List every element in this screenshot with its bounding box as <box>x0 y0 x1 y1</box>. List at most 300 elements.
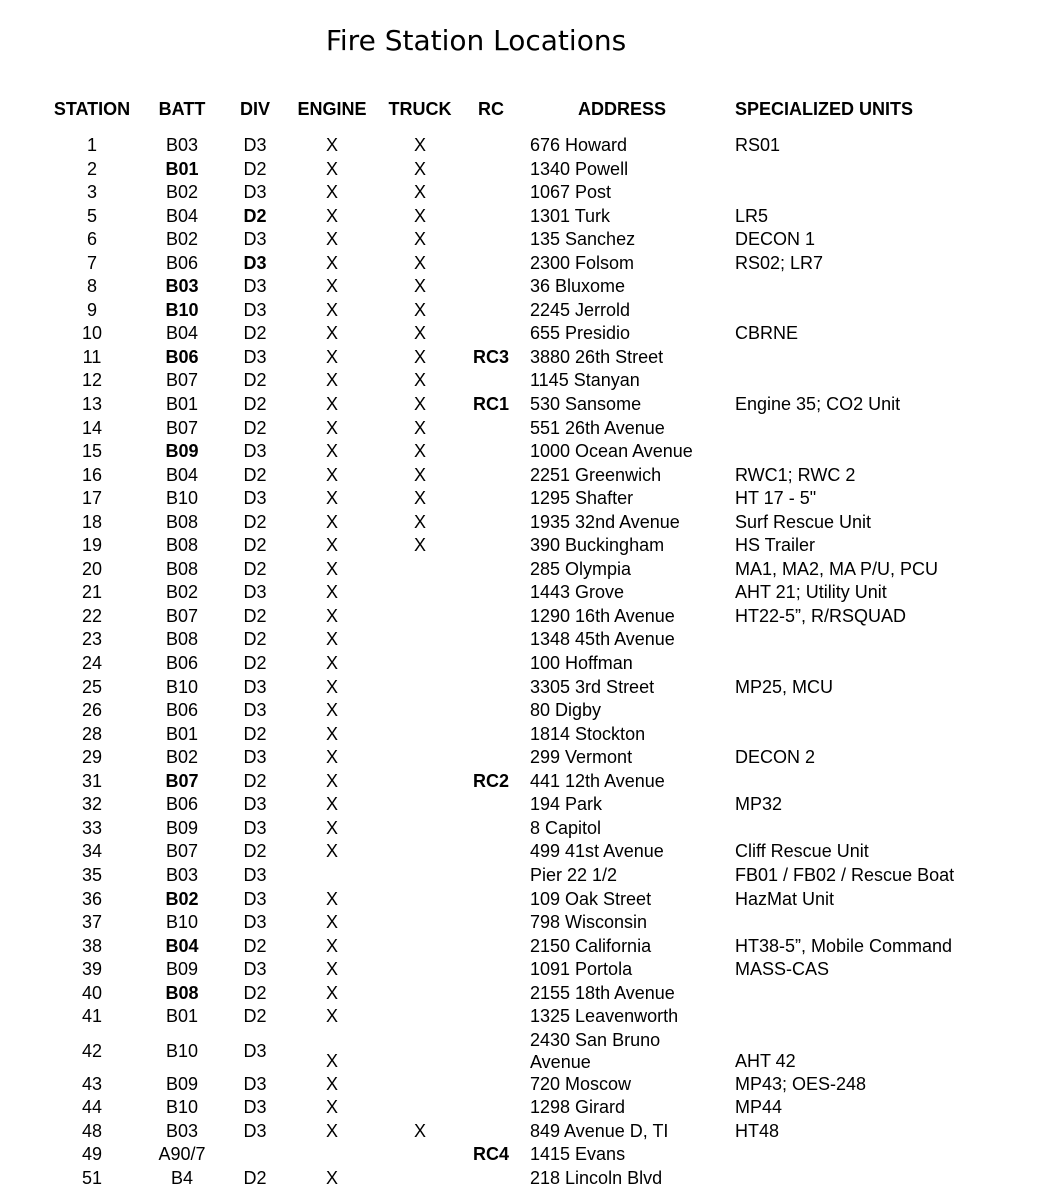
engine-mark: X <box>325 700 338 721</box>
specialized-units: FB01 / FB02 / Rescue Boat <box>735 864 955 885</box>
truck-mark: X <box>413 182 426 203</box>
battalion: B01 <box>165 394 199 415</box>
table-row <box>0 1005 1042 1029</box>
rc-code: RC3 <box>472 346 509 367</box>
battalion: B10 <box>165 912 199 933</box>
division: D2 <box>243 394 267 415</box>
truck-mark: X <box>413 441 426 462</box>
engine-mark: X <box>325 299 338 320</box>
table-row <box>0 487 1042 511</box>
table-row <box>0 958 1042 982</box>
table-row <box>0 393 1042 417</box>
specialized-units: HT38-5”, Mobile Command <box>735 935 953 956</box>
address: 1298 Girard <box>530 1097 626 1118</box>
battalion: B02 <box>165 229 199 250</box>
engine-mark: X <box>325 747 338 768</box>
table-row <box>0 864 1042 888</box>
battalion: B10 <box>165 1097 199 1118</box>
table-row <box>0 134 1042 158</box>
battalion: B08 <box>165 511 199 532</box>
battalion: B07 <box>165 370 199 391</box>
table-row <box>0 558 1042 582</box>
station-number: 36 <box>81 888 103 909</box>
table-row <box>0 1120 1042 1144</box>
engine-mark: X <box>325 676 338 697</box>
specialized-units: HT22-5”, R/RSQUAD <box>735 605 907 626</box>
address: 3880 26th Street <box>530 346 664 367</box>
station-number: 9 <box>86 299 97 320</box>
battalion: B10 <box>165 676 199 697</box>
battalion: B08 <box>165 558 199 579</box>
division: D2 <box>243 935 267 956</box>
division: D3 <box>243 346 267 367</box>
table-row <box>0 840 1042 864</box>
engine-mark: X <box>325 158 338 179</box>
engine-mark: X <box>325 582 338 603</box>
station-number: 21 <box>81 582 103 603</box>
engine-mark: X <box>325 323 338 344</box>
truck-mark: X <box>413 229 426 250</box>
address: 720 Moscow <box>530 1073 632 1094</box>
battalion: B10 <box>165 488 199 509</box>
address: 36 Bluxome <box>530 276 626 297</box>
station-number: 38 <box>81 935 103 956</box>
address: 3305 3rd Street <box>530 676 655 697</box>
station-number: 51 <box>81 1167 103 1188</box>
battalion: B03 <box>165 135 199 155</box>
table-row <box>0 699 1042 723</box>
specialized-units: DECON 1 <box>735 229 816 250</box>
address: 1301 Turk <box>530 205 611 226</box>
battalion: B01 <box>165 1006 199 1027</box>
header-truck: TRUCK <box>388 99 452 119</box>
station-number: 39 <box>81 959 103 980</box>
table-row <box>0 158 1042 182</box>
division: D2 <box>243 205 267 226</box>
engine-mark: X <box>325 605 338 626</box>
division: D3 <box>243 441 267 462</box>
header-div: DIV <box>239 99 270 119</box>
division: D3 <box>243 676 267 697</box>
specialized-units: Cliff Rescue Unit <box>735 841 869 862</box>
division: D3 <box>243 888 267 909</box>
station-number: 48 <box>81 1120 103 1141</box>
rc-code: RC2 <box>472 770 509 791</box>
engine-mark: X <box>325 370 338 391</box>
battalion: B06 <box>165 794 199 815</box>
division: D2 <box>243 723 267 744</box>
address: 1325 Leavenworth <box>530 1006 679 1027</box>
battalion: B03 <box>165 864 199 885</box>
table-row <box>0 299 1042 323</box>
specialized-units: HazMat Unit <box>735 888 835 909</box>
division: D3 <box>243 912 267 933</box>
specialized-units: Engine 35; CO2 Unit <box>735 394 901 415</box>
table-row <box>0 252 1042 276</box>
engine-mark: X <box>325 1120 338 1141</box>
division: D3 <box>243 1073 267 1094</box>
address: 285 Olympia <box>530 558 632 579</box>
specialized-units: MP25, MCU <box>735 676 834 697</box>
page-title: Fire Station Locations <box>325 24 627 57</box>
division: D3 <box>243 276 267 297</box>
header-rc: RC <box>478 99 504 119</box>
header-batt: BATT <box>158 99 206 119</box>
division: D2 <box>243 158 267 179</box>
address: 1443 Grove <box>530 582 625 603</box>
engine-mark: X <box>325 935 338 956</box>
engine-mark: X <box>325 558 338 579</box>
battalion: B04 <box>165 323 199 344</box>
battalion: B07 <box>165 841 199 862</box>
engine-mark: X <box>325 441 338 462</box>
engine-mark: X <box>325 841 338 862</box>
address: 1348 45th Avenue <box>530 629 675 650</box>
address: 2155 18th Avenue <box>530 982 675 1003</box>
battalion: B09 <box>165 959 199 980</box>
table-row <box>0 793 1042 817</box>
station-number: 34 <box>81 841 103 862</box>
specialized-units: MP44 <box>735 1097 783 1118</box>
truck-mark: X <box>413 417 426 438</box>
engine-mark: X <box>325 959 338 980</box>
station-number: 8 <box>86 276 97 297</box>
table-row <box>0 511 1042 535</box>
specialized-units: CBRNE <box>735 323 799 344</box>
truck-mark: X <box>413 488 426 509</box>
battalion: B04 <box>165 205 199 226</box>
station-number: 18 <box>81 511 103 532</box>
table-row <box>0 1143 1042 1167</box>
battalion: B07 <box>165 417 199 438</box>
table-row <box>0 369 1042 393</box>
battalion: B08 <box>165 982 199 1003</box>
station-table <box>0 134 1042 1191</box>
address: 2245 Jerrold <box>530 299 631 320</box>
engine-mark: X <box>325 229 338 250</box>
table-row <box>0 464 1042 488</box>
specialized-units: MA1, MA2, MA P/U, PCU <box>735 558 939 579</box>
address: 2150 California <box>530 935 652 956</box>
division: D2 <box>243 511 267 532</box>
engine-mark: X <box>325 417 338 438</box>
address: 135 Sanchez <box>530 229 636 250</box>
address: 8 Capitol <box>530 817 602 838</box>
engine-mark: X <box>325 770 338 791</box>
table-row <box>0 534 1042 558</box>
table-row <box>0 605 1042 629</box>
address: 1145 Stanyan <box>530 370 640 391</box>
table-row <box>0 676 1042 700</box>
address: 676 Howard <box>530 135 628 155</box>
station-number: 24 <box>81 653 103 674</box>
station-number: 33 <box>81 817 103 838</box>
engine-mark: X <box>325 653 338 674</box>
station-number: 40 <box>81 982 103 1003</box>
battalion: B10 <box>165 299 199 320</box>
station-number: 15 <box>81 441 103 462</box>
division: D3 <box>243 299 267 320</box>
battalion: B06 <box>165 653 199 674</box>
station-number: 23 <box>81 629 103 650</box>
address: 100 Hoffman <box>530 653 633 674</box>
address: 218 Lincoln Blvd <box>530 1167 663 1188</box>
battalion: B07 <box>165 605 199 626</box>
header-specialized-units: SPECIALIZED UNITS <box>735 99 914 119</box>
address: 1000 Ocean Avenue <box>530 441 693 462</box>
truck-mark: X <box>413 276 426 297</box>
engine-mark: X <box>325 488 338 509</box>
table-row <box>0 181 1042 205</box>
truck-mark: X <box>413 346 426 367</box>
station-number: 25 <box>81 676 103 697</box>
station-number: 19 <box>81 535 103 556</box>
truck-mark: X <box>413 464 426 485</box>
table-row <box>0 1029 1042 1073</box>
engine-mark: X <box>325 1167 338 1188</box>
address: 530 Sansome <box>530 394 642 415</box>
division: D2 <box>243 464 267 485</box>
station-number: 3 <box>86 182 97 203</box>
address: 1415 Evans <box>530 1144 626 1165</box>
truck-mark: X <box>413 394 426 415</box>
truck-mark: X <box>413 299 426 320</box>
address: 1295 Shafter <box>530 488 634 509</box>
table-row <box>0 322 1042 346</box>
address: 849 Avenue D, TI <box>530 1120 669 1141</box>
rc-code: RC1 <box>472 394 509 415</box>
division: D2 <box>243 653 267 674</box>
division: D2 <box>243 982 267 1003</box>
division: D3 <box>243 252 267 273</box>
truck-mark: X <box>413 205 426 226</box>
division: D3 <box>243 794 267 815</box>
truck-mark: X <box>413 370 426 391</box>
engine-mark: X <box>325 346 338 367</box>
address: 1814 Stockton <box>530 723 646 744</box>
truck-mark: X <box>413 323 426 344</box>
address: 1091 Portola <box>530 959 633 980</box>
truck-mark: X <box>413 511 426 532</box>
division: D2 <box>243 1006 267 1027</box>
battalion: B06 <box>165 700 199 721</box>
address: 1290 16th Avenue <box>530 605 675 626</box>
table-row <box>0 228 1042 252</box>
battalion: B02 <box>165 888 199 909</box>
address: 1935 32nd Avenue <box>530 511 680 532</box>
division: D3 <box>243 135 267 155</box>
division: D3 <box>243 747 267 768</box>
table-row <box>0 982 1042 1006</box>
table-row <box>0 275 1042 299</box>
battalion: B01 <box>165 723 199 744</box>
station-number: 20 <box>81 558 103 579</box>
battalion: B03 <box>165 1120 199 1141</box>
battalion: B09 <box>165 441 199 462</box>
station-number: 31 <box>81 770 103 791</box>
address: 551 26th Avenue <box>530 417 665 438</box>
table-row <box>0 935 1042 959</box>
engine-mark: X <box>325 817 338 838</box>
station-number: 32 <box>81 794 103 815</box>
battalion: B06 <box>165 252 199 273</box>
specialized-units: HT48 <box>735 1120 780 1141</box>
engine-mark: X <box>325 1073 338 1094</box>
truck-mark: X <box>413 535 426 556</box>
address: 655 Presidio <box>530 323 631 344</box>
table-row <box>0 1096 1042 1120</box>
table-row <box>0 440 1042 464</box>
division: D3 <box>243 582 267 603</box>
station-number: 41 <box>81 1006 103 1027</box>
engine-mark: X <box>325 252 338 273</box>
table-row <box>0 417 1042 441</box>
battalion: B07 <box>165 770 199 791</box>
engine-mark: X <box>325 511 338 532</box>
station-number: 12 <box>81 370 103 391</box>
table-row <box>0 770 1042 794</box>
address: 390 Buckingham <box>530 535 665 556</box>
truck-mark: X <box>413 252 426 273</box>
station-number: 13 <box>81 394 103 415</box>
division: D3 <box>243 229 267 250</box>
station-number: 28 <box>81 723 103 744</box>
table-row <box>0 911 1042 935</box>
header-address: ADDRESS <box>577 99 666 119</box>
address: 1340 Powell <box>530 158 629 179</box>
station-number: 44 <box>81 1097 103 1118</box>
engine-mark: X <box>325 982 338 1003</box>
station-number: 26 <box>81 700 103 721</box>
engine-mark: X <box>325 205 338 226</box>
division: D3 <box>243 1120 267 1141</box>
station-number: 14 <box>81 417 103 438</box>
station-number: 11 <box>82 346 102 367</box>
table-row <box>0 1073 1042 1097</box>
rc-code: RC4 <box>472 1144 509 1165</box>
table-row <box>0 581 1042 605</box>
engine-mark: X <box>325 182 338 203</box>
battalion: B08 <box>165 535 199 556</box>
engine-mark: X <box>325 1050 338 1071</box>
specialized-units: MP32 <box>735 794 783 815</box>
engine-mark: X <box>325 1006 338 1027</box>
division: D3 <box>243 488 267 509</box>
division: D3 <box>243 864 267 885</box>
division: D2 <box>243 770 267 791</box>
station-number: 37 <box>81 912 103 933</box>
battalion: B04 <box>165 464 199 485</box>
specialized-units: AHT 21; Utility Unit <box>735 582 887 603</box>
table-row <box>0 746 1042 770</box>
truck-mark: X <box>413 135 426 155</box>
station-number: 6 <box>86 229 97 250</box>
engine-mark: X <box>325 135 338 155</box>
specialized-units: RS02; LR7 <box>735 252 824 273</box>
station-number: 43 <box>81 1073 103 1094</box>
division: D2 <box>243 558 267 579</box>
table-row <box>0 723 1042 747</box>
station-number: 42 <box>81 1040 103 1061</box>
specialized-units: Surf Rescue Unit <box>735 511 872 532</box>
battalion: B04 <box>165 935 199 956</box>
engine-mark: X <box>325 723 338 744</box>
specialized-units: MP43; OES-248 <box>735 1073 867 1094</box>
station-number: 5 <box>86 205 97 226</box>
engine-mark: X <box>325 535 338 556</box>
specialized-units: AHT 42 <box>735 1050 796 1071</box>
address: 299 Vermont <box>530 747 633 768</box>
battalion: B02 <box>165 747 199 768</box>
engine-mark: X <box>325 888 338 909</box>
address: 2251 Greenwich <box>530 464 662 485</box>
division: D3 <box>243 817 267 838</box>
address: 798 Wisconsin <box>530 912 648 933</box>
engine-mark: X <box>325 1097 338 1118</box>
address: 499 41st Avenue <box>530 841 664 862</box>
division: D2 <box>243 605 267 626</box>
truck-mark: X <box>413 1120 426 1141</box>
table-row <box>0 817 1042 841</box>
address: 2300 Folsom <box>530 252 635 273</box>
station-number: 29 <box>81 747 103 768</box>
battalion: B08 <box>165 629 199 650</box>
battalion: B06 <box>165 346 199 367</box>
table-row <box>0 888 1042 912</box>
station-number: 17 <box>81 488 103 509</box>
battalion: A90/7 <box>158 1144 206 1165</box>
battalion: B02 <box>165 182 199 203</box>
table-row <box>0 1167 1042 1191</box>
station-number: 10 <box>81 323 103 344</box>
table-row <box>0 652 1042 676</box>
table-row <box>0 205 1042 229</box>
specialized-units: RS01 <box>735 135 781 155</box>
specialized-units: LR5 <box>735 205 769 226</box>
division: D3 <box>243 959 267 980</box>
engine-mark: X <box>325 794 338 815</box>
division: D2 <box>243 370 267 391</box>
division: D2 <box>243 323 267 344</box>
battalion: B01 <box>165 158 199 179</box>
division: D3 <box>243 700 267 721</box>
station-number: 2 <box>86 158 97 179</box>
division: D2 <box>243 535 267 556</box>
address: 194 Park <box>530 794 603 815</box>
battalion: B03 <box>165 276 199 297</box>
address: 1067 Post <box>530 182 612 203</box>
division: D3 <box>243 1097 267 1118</box>
division: D3 <box>243 1040 267 1061</box>
engine-mark: X <box>325 464 338 485</box>
address: 441 12th Avenue <box>530 770 665 791</box>
header-engine: ENGINE <box>297 99 367 119</box>
station-number: 16 <box>81 464 103 485</box>
address: 80 Digby <box>530 700 602 721</box>
division: D2 <box>243 1167 267 1188</box>
battalion: B09 <box>165 817 199 838</box>
battalion: B09 <box>165 1073 199 1094</box>
battalion: B4 <box>170 1167 194 1188</box>
header-station: STATION <box>53 99 131 119</box>
engine-mark: X <box>325 394 338 415</box>
battalion: B02 <box>165 582 199 603</box>
specialized-units: DECON 2 <box>735 747 816 768</box>
table-row <box>0 628 1042 652</box>
address: Pier 22 1/2 <box>530 864 618 885</box>
division: D3 <box>243 182 267 203</box>
engine-mark: X <box>325 912 338 933</box>
